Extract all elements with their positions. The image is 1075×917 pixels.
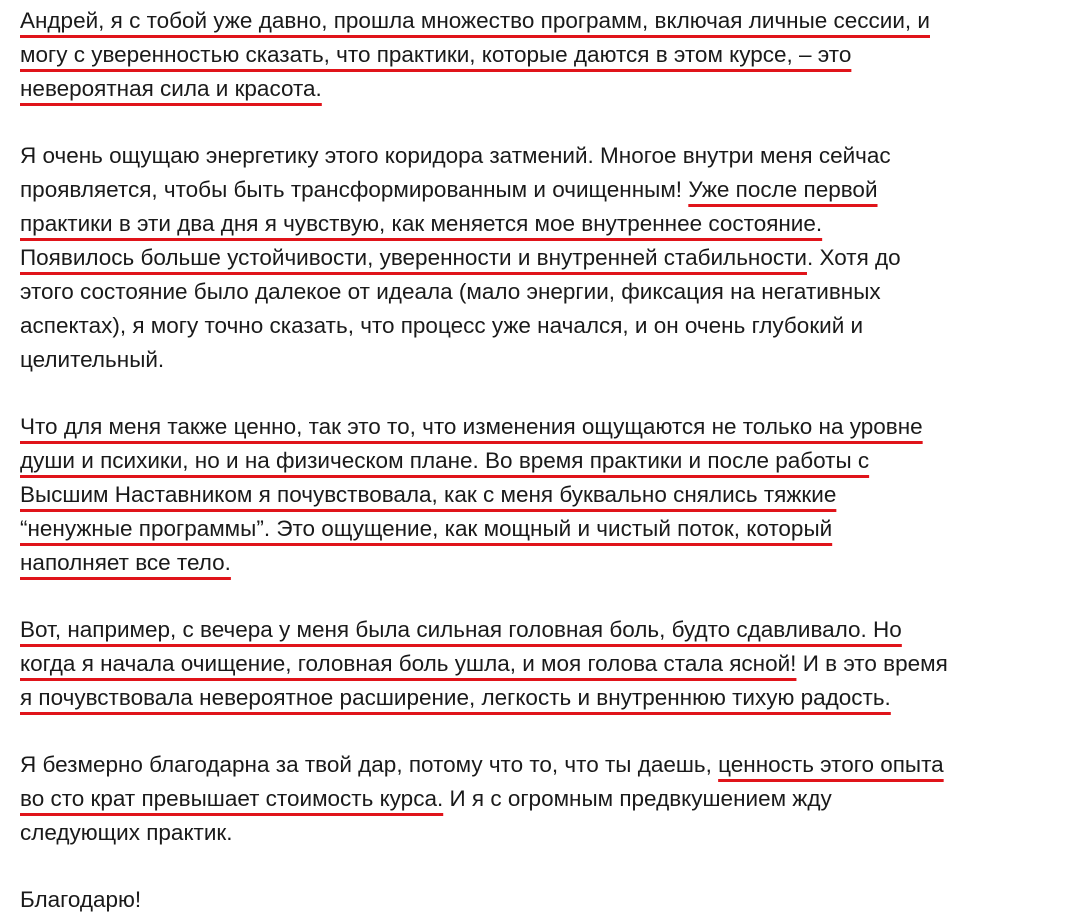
- underlined-text: во сто крат превышает стоимость курса.: [20, 786, 444, 811]
- underlined-text: практики в эти два дня я чувствую, как меняется мое внутреннее состояние.: [20, 211, 823, 236]
- text-line: [20, 748, 1065, 782]
- text-segment: аспектах), я могу точно сказать, что процесс уже начался, и он очень глубокий и: [20, 313, 864, 338]
- text-line: [20, 275, 1065, 309]
- underlined-text: Вот, например, с вечера у меня была сильная головная боль, будто сдавливало. Но: [20, 617, 902, 642]
- text-line: [20, 241, 1065, 275]
- paragraph-2: [20, 139, 1065, 377]
- text-segment: И в это время: [796, 651, 948, 676]
- underlined-text: наполняет все тело.: [20, 550, 231, 575]
- text-segment: проявляется, чтобы быть трансформированным и очищенным!: [20, 177, 689, 202]
- underlined-text: Уже после первой: [688, 177, 878, 202]
- text-line: [20, 444, 1065, 478]
- text-segment: следующих практик.: [20, 820, 233, 845]
- underlined-text: Что для меня также ценно, так это то, что изменения ощущаются не только на уровне: [20, 414, 923, 439]
- underlined-text: Андрей, я с тобой уже давно, прошла множество программ, включая личные сессии, и: [20, 8, 930, 33]
- text-segment: этого состояние было далекое от идеала (мало энергии, фиксация на негативных: [20, 279, 881, 304]
- text-line: [20, 546, 1065, 580]
- underlined-text: души и психики, но и на физическом плане. Во время практики и после работы с: [20, 448, 870, 473]
- paragraph-5: [20, 748, 1065, 850]
- text-line: [20, 613, 1065, 647]
- text-segment: целительный.: [20, 347, 165, 372]
- text-line: [20, 816, 1065, 850]
- text-line: [20, 309, 1065, 343]
- text-line: [20, 173, 1065, 207]
- underlined-text: Появилось больше устойчивости, уверенности и внутренней стабильности: [20, 245, 807, 270]
- underlined-text: когда я начала очищение, головная боль ушла, и моя голова стала ясной!: [20, 651, 797, 676]
- underlined-text: я почувствовала невероятное расширение, легкость и внутреннюю тихую радость.: [20, 685, 891, 710]
- text-line: [20, 512, 1065, 546]
- text-line: [20, 782, 1065, 816]
- text-segment: Я очень ощущаю энергетику этого коридора затмений. Многое внутри меня сейчас: [20, 143, 891, 168]
- text-line: [20, 883, 1065, 917]
- text-line: [20, 681, 1065, 715]
- text-line: [20, 4, 1065, 38]
- paragraph-1: [20, 4, 1065, 106]
- text-line: [20, 343, 1065, 377]
- paragraph-6: [20, 883, 1065, 917]
- text-line: [20, 207, 1065, 241]
- text-segment: Я безмерно благодарна за твой дар, потому что то, что ты даешь,: [20, 752, 719, 777]
- underlined-text: могу с уверенностью сказать, что практики, которые даются в этом курсе, – это: [20, 42, 852, 67]
- text-line: [20, 38, 1065, 72]
- paragraph-4: [20, 613, 1065, 715]
- text-line: [20, 139, 1065, 173]
- underlined-text: ценность этого опыта: [718, 752, 944, 777]
- text-line: [20, 478, 1065, 512]
- paragraph-3: [20, 410, 1065, 580]
- underlined-text: невероятная сила и красота.: [20, 76, 322, 101]
- text-segment: И я с огромным предвкушением жду: [443, 786, 832, 811]
- text-segment: . Хотя до: [806, 245, 901, 270]
- underlined-text: “ненужные программы”. Это ощущение, как мощный и чистый поток, который: [20, 516, 833, 541]
- underlined-text: Высшим Наставником я почувствовала, как с меня буквально снялись тяжкие: [20, 482, 837, 507]
- text-line: [20, 72, 1065, 106]
- text-line: [20, 410, 1065, 444]
- text-segment: Благодарю!: [20, 887, 142, 912]
- text-line: [20, 647, 1065, 681]
